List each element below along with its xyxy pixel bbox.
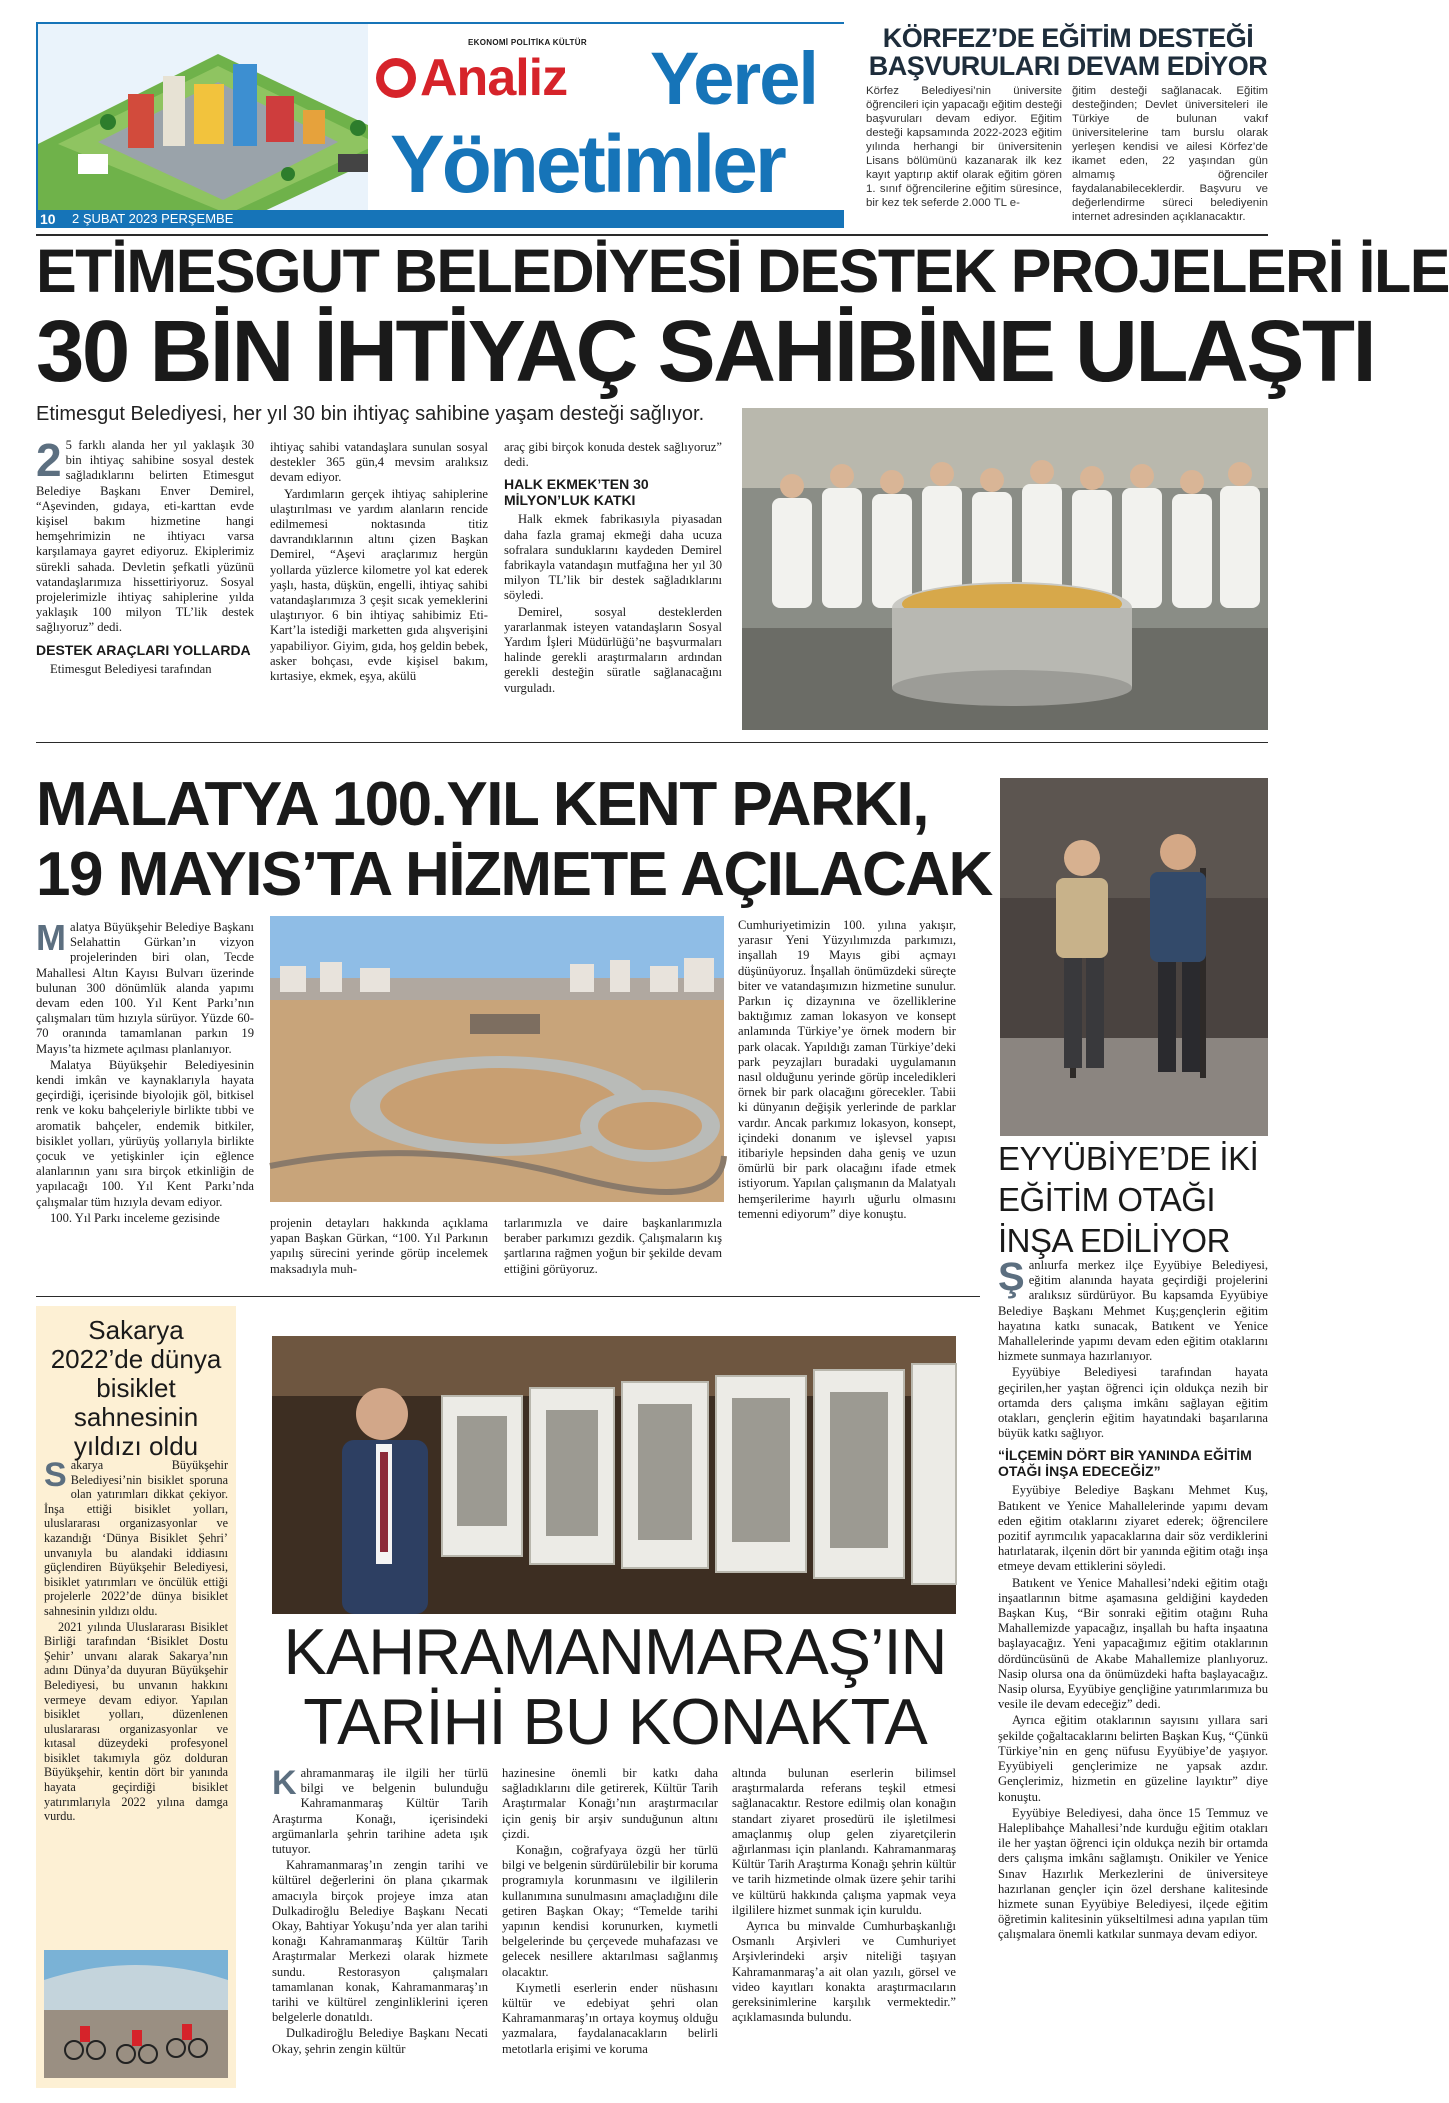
sakarya-p1: akarya Büyükşehir Belediyesi’nin bisiklet sporuna olan yatırımları dikkat çekiyor. İnşa ettiği bisiklet yolları, uluslararası organizasyonlar ve kazandığı ‘Dünya Bisiklet Şehri’ unvanıyla bu alandaki iddiasını güçlendiren Büyükşehir Belediyesi, bisiklet yatırımları ve öncülük ettiği projelerle 2022’de dünya bisiklet sahnesinin yıldızı oldu. — [44, 1458, 228, 1618]
brand-yonetimler: Yönetimler — [390, 119, 784, 210]
eyyubiye-headline: EYYÜBİYE’DE İKİ EĞİTİM OTAĞI İNŞA EDİLİYOR — [998, 1140, 1259, 1259]
eyyubiye-body — [998, 1255, 1268, 1944]
eyyubiye-subhead: “İLÇEMİN DÖRT BİR YANINDA EĞİTİM OTAĞI İNŞA EDECEĞİZ” — [998, 1447, 1252, 1480]
kahramanmaras-dropcap: K — [272, 1764, 297, 1802]
malatya-col-2: projenin detayları hakkında açıklama yapan Başkan Gürkan, “100. Yıl Parkının yapılış sürecini yerinde görüp incelemek maksadıyla muh- — [270, 1216, 488, 1276]
korfez-col-2: ğitim desteği sağlanacak. Eğitim desteğinden; Devlet üniversiteleri ile Türkiye de bulunan vakıf üniversitelerine tam burslu olarak yerleşen kendisi ve ailesi Körfez’de ikamet eden, 22 yaşından gün almamış öğrenciler faydalanabileceklerdir. Başvuru ve değerlendirme süreci belediyenin internet adresinden açıklanacaktır. — [1072, 85, 1268, 223]
kahramanmaras-col1-p2: Kahramanmaraş’ın zengin tarihi ve kültürel değerlerini ön plana çıkarmak amacıyla birçok projeye imza atan Dulkadiroğlu Belediye Başkanı Necati Okay, Bahtiyar Yokuşu’nda yer alan tarihi konağı Kahramanmaraş Kültür Tarih Araştırmalar Merkezi olarak hizmete sundu. Restorasyon çalışmaları tamamlanan konak, Kahramanmaraş’ın tarihi ve kültürel zenginliklerini içeren belgelerle donatıldı. — [272, 1858, 488, 2025]
brand-logo-mark-inner — [384, 66, 408, 90]
malatya-col-4: Cumhuriyetimizin 100. yılına yakışır, yarasır Yeni Yüzyılımızda parkımızı, inşallah 19 Mayıs gibi açmayı düşünüyoruz. İnşallah önümüzdeki süreçte biter ve vatandaşımızın hizmetine sunulur. Parkın iç dizaynına ve özelliklerine baktığımız zaman lokasyon ve konsept anlamında Türkiye’ye örnek modern bir park olacak. Yapıldığı zaman Türkiye’deki park peyzajları buradaki uygulamanın nasıl olduğunu yerinde görüp inceledikleri örnek bir park olacağını görecekler. Tabii ki dünyanın değişik yerlerinde de parklar vardır. Ancak parkımız lokasyon, konsept, içindeki donanım ve işlevsel yapısı itibariyle hepsinden daha geniş ve uzun ömürlü bir park olacağını ifade etmek istiyorum. Yapılan çalışmanın da Malatyalı hemşerilerime hayırlı uğurlu olmasını temenni ediyorum” diye konuştu. — [738, 918, 956, 1221]
sakarya-p2: 2021 yılında Uluslararası Bisiklet Birliği tarafından ‘Bisiklet Dostu Şehir’ unvanı alarak Sakarya’nın adını Dünya’da duyuran Büyükşehir Belediyesi, bu unvanın hakkını vermeye devam ediyor. Yapılan bisiklet yolları, düzenlenen uluslararası organizasyonlar ve kıtasal düzeydeki profesyonel bisiklet takımıyla göz dolduran Büyükşehir, kentin dört bir yanında hayata geçirdiği bisiklet yatırımlarıyla 2022 yılına damga vurdu. — [44, 1619, 228, 1824]
kahramanmaras-col2-p3: Kıymetli eserlerin ender nüshasını kültür ve edebiyat şehri olan Kahramanmaraş’ın ortaya koymuş olduğu yazmalara, faydalanacakların belirli metotlarla erişimi ve koruma — [502, 1980, 718, 2056]
malatya-dropcap: M — [36, 917, 66, 958]
etimesgut-subhead-1: DESTEK ARAÇLARI YOLLARDA — [36, 641, 251, 658]
kahramanmaras-exhibit-photo — [272, 1336, 956, 1614]
malatya-col1-p2: Malatya Büyükşehir Belediyesinin kendi imkân ve kaynaklarıyla hayata geçirdiği, içerisinde biyolojik göl, bitkisel renk ve koku bahçeleriyle birlikte tıbbi ve aromatik bahçeler, endemik bitkiler, bisiklet yolları, yürüyüş yollarıyla birlikte çocuk ve yetişkinler için eğlence alanlarının yanı sıra birçok etkinliğin de yapılacağı 100. Yıl Kent Parkı’nda çalışmalar tüm hızıyla devam ediyor. — [36, 1057, 254, 1209]
malatya-headline-2: 19 MAYIS’TA HİZMETE AÇILACAK — [36, 840, 992, 909]
kahramanmaras-col3-p1: altında bulunan eserlerin bilimsel araştırmalarda referans teşkil etmesi sağlanacaktır. Restore edilmiş olan konağın standart ziyaret prosedürü ile işletilmesi amaçlanmış olup gelen ziyaretçilerin ağırlanması için planlandı. Kahramanmaraş Kültür Tarih Araştırma Konağı şehrin kültür ve tarih hizmetinde olmak üzere şehir tarihi ve kültürü hakkında çalışma yapmak veya ilgililere hizmet sunmak için kuruldu. — [732, 1766, 956, 1917]
etimesgut-deck: Etimesgut Belediyesi, her yıl 30 bin ihtiyaç sahibine yaşam desteği sağlıyor. — [36, 403, 705, 425]
etimesgut-col2-p2: Yardımların gerçek ihtiyaç sahiplerine ulaştırılması ve yardım alanların rencide edilmemesi noktasında titiz davrandıklarının altını çizen Başkan Demirel, “Aşevi araçlarımız hergün yollarda yüzlerce kilometre yol kat ederek yaşlı, hasta, düşkün, engelli, ihtiyaç sahibi vatandaşlarımıza 3 çeşit sıcak yemeklerini ulaştırıyor. 6 bin ihtiyaç sahibimiz Eti-Kart’la istediği marketten gıda alışverişini yapabiliyor. Giyim, gıda, hoş geldin bebek, asker bohçası, evde kişisel bakım, kırtasiye, ekmek, eşya, akülü — [270, 486, 488, 684]
brand-analiz: Analiz — [420, 49, 568, 107]
kahramanmaras-col-2 — [502, 1766, 718, 2058]
issue-date: 2 ŞUBAT 2023 PERŞEMBE — [72, 211, 234, 226]
masthead — [36, 22, 844, 226]
malatya-col-1 — [36, 917, 254, 1227]
eyyubiye-p5: Ayrıca eğitim otaklarının sayısını yıllara sari şekilde çoğaltacaklarını belirten Başkan Kuş, “Çünkü Türkiye’nin en genç nüfusu Eyyübiye’de yaşıyor. Eyyübiyeli gençlerimize ne yapsak azdır. Gençlerimiz, hizmetin en güzeline layıktır” diye konuştu. — [998, 1713, 1268, 1804]
divider — [36, 1296, 980, 1297]
sakarya-headline: Sakarya 2022’de dünya bisiklet sahnesinin yıldızı oldu — [50, 1315, 222, 1461]
etimesgut-col3-p1: araç gibi birçok konuda destek sağlıyoruz” dedi. — [504, 440, 722, 470]
etimesgut-subhead-2: HALK EKMEK’TEN 30 MİLYON’LUK KATKI — [504, 476, 649, 509]
etimesgut-kitchen-photo — [742, 408, 1268, 730]
korfez-headline: KÖRFEZ’DE EĞİTİM DESTEĞİ BAŞVURULARI DEVAM EDİYOR — [868, 23, 1268, 81]
etimesgut-col1-p1: 5 farklı alanda her yıl yaklaşık 30 bin ihtiyaç sahibine sosyal destek sağladıklarını belirten Etimesgut Belediye Başkanı Enver Demirel, “Aşevinden, gıdaya, eti-karttan evde kişisel bakım hizmetine hangi hemşehrimizin ne ihtiyacı varsa karşılamaya gayret ediyoruz. Ekiplerimiz sürekli sahada. Devletin şefkatli yüzünü vatandaşlarımıza hissettiriyoruz. Sosyal projelerimizle ihtiyaç sahiplerine yılda yaklaşık 100 milyon TL’lik destek sağlıyoruz” dedi. — [36, 438, 254, 635]
etimesgut-col3-p3: Demirel, sosyal desteklerden yararlanmak isteyen vatandaşların Sosyal Yardım İşleri Müdürlüğü’ne başvurmaları halinde gerekli araştırmaların ardından gerekli desteğin süratle sağlanacağını vurguladı. — [504, 604, 722, 695]
etimesgut-headline-1: ETİMESGUT BELEDİYESİ DESTEK PROJELERİ İLE — [36, 237, 1449, 305]
kahramanmaras-headline-2: TARİHİ BU KONAKTA — [303, 1685, 927, 1758]
kahramanmaras-col1-p3: Dulkadiroğlu Belediye Başkanı Necati Okay, şehrin zengin kültür — [272, 2026, 488, 2056]
malatya-col-3: tarlarımızla ve daire başkanlarımızla beraber parkımızı gezdik. Çalışmaların kış şartlarına rağmen yoğun bir şekilde devam ettiğini görüyoruz. — [504, 1216, 722, 1276]
malatya-park-photo — [270, 916, 724, 1202]
eyyubiye-p2: Eyyübiye Belediyesi tarafından hayata geçirilen,her yaştan öğrenci için oldukça nezih bir ortamda ders çalışma imkânı sağlayan eğitim otakları, gençlerin eğitim hayatındaki başarılarına büyük katkı sağlıyor. — [998, 1365, 1268, 1441]
etimesgut-col-2 — [270, 440, 488, 685]
eyyubiye-dropcap: Ş — [998, 1255, 1025, 1299]
eyyubiye-p1: anlıurfa merkez ilçe Eyyübiye Belediyesi, eğitim alanında hayata geçirdiği projelerini aralıksız sürdürüyor. Bu kapsamda Eyyübiye Belediye Başkanı Mehmet Kuş;gençlerin eğitim hayatına katkı sunacak, Batıkent ve Yenice Mahallelerinde yapımı devam eden eğitim otaklarını hizmete sunmaya hazırlanıyor. — [998, 1258, 1268, 1364]
etimesgut-col1-p2: Etimesgut Belediyesi tarafından — [50, 661, 212, 676]
eyyubiye-p3: Eyyübiye Belediye Başkanı Mehmet Kuş, Batıkent ve Yenice Mahallelerinde yapımı devam eden eğitim otaklarını ziyaret ederek; öğrencilere pozitif ayrımcılık yapacaklarına dair söz verdiklerini hatırlatarak, ilçenin dört bir yanında eğitim otağı inşa etmeye devam ettiklerini söyledi. — [998, 1483, 1268, 1574]
kahramanmaras-col2-p2: Konağın, coğrafyaya özgü her türlü bilgi ve belgenin sürdürülebilir bir koruma programıyla korunmasını ve ilgililerin kullanımına sunulmasını amaçladığını dile getiren Başkan Okay; “Temelde tarihi yapının kendisi korunurken, kıymetli belgelerinde bu çerçevede muhafazası ve gelecek nesillere aktarılması sağlanmış olacaktır. — [502, 1843, 718, 1979]
eyyubiye-p6: Eyyübiye Belediyesi, daha önce 15 Temmuz ve Haleplibahçe Mahallesi’nde kurduğu eğitim otakları ile her yaştan öğrenci için oldukça nezih bir ortamda ders çalışma imkânı sağlamıştı. Onikiler ve Yenice Sınav Hazırlık Merkezlerini de üniversiteye hazırlanan gençler için özel dershane kalitesinde hizmete sunan Eyyübiye Belediyesi, ilçede eğitim öğretimin kalitesinin yükseltilmesi adına yapılan tüm çalışmalara önemli katkılar sunmaya devam ediyor. — [998, 1805, 1268, 1942]
sakarya-body — [44, 1458, 228, 1825]
kahramanmaras-col1-p1: ahramanmaraş ile ilgili her türlü bilgi ve belgenin bulunduğu Kahramanmaraş Kültür Tarih Araştırma Konağı, içerisindeki argümanlarla şehrin tarihine adeta ışık tutuyor. — [272, 1766, 488, 1857]
kahramanmaras-col2-p1: hazinesine önemli bir katkı daha sağladıklarını dile getirerek, Kültür Tarih Araştırmalar Konağı’nın araştırmacılar için geniş bir arşiv sunduğunun altını çizdi. — [502, 1766, 718, 1841]
malatya-officials-photo — [1000, 778, 1268, 1136]
etimesgut-col2-p1: ihtiyaç sahibi vatandaşlara sunulan sosyal destekler 365 gün,4 mevsim aralıksız devam ediyor. — [270, 440, 488, 485]
etimesgut-col3-p2: Halk ekmek fabrikasıyla piyasadan daha fazla gramaj ekmeği daha ucuza sofralara sunduklarını kaydeden Demirel fabrikayla vatandaşın mutfağına her yıl 30 milyon TL’lik bir destek sağladıklarını söyledi. — [504, 512, 722, 603]
etimesgut-dropcap: 2 — [36, 434, 62, 486]
kahramanmaras-headline-1: KAHRAMANMARAŞ’IN — [283, 1615, 947, 1688]
etimesgut-headline-2: 30 BİN İHTİYAÇ SAHİBİNE ULAŞTI — [36, 303, 1375, 400]
malatya-headline-1: MALATYA 100.YIL KENT PARKI, — [36, 770, 928, 839]
brand-yerel: Yerel — [650, 37, 817, 120]
malatya-col1-p3: 100. Yıl Parkı inceleme gezisinde — [50, 1210, 220, 1225]
masthead-kicker: EKONOMİ POLİTİKA KÜLTÜR — [468, 38, 587, 47]
eyyubiye-p4: Batıkent ve Yenice Mahallesi’ndeki eğitim otağı inşaatlarının bitme aşamasına geldiğini kaydeden Başkan Kuş, “Bir sonraki eğitim otağını Ruha Mahallemizde yapacağız, inşallah bu hafta inşaatına başlayacağız. Yeni yapacağımız eğitim otaklarının dördüncüsünü de Akabe Mahallemize planlıyoruz. Nasip olursa ona da önümüzdeki hafta başlayacağız. Nasip olursa, Eyyübiye gençliğine yatırımlarımıza bu vesile ile devam edeceğiz” dedi. — [998, 1575, 1268, 1712]
sakarya-bicycle-photo — [44, 1950, 228, 2078]
korfez-col-1: Körfez Belediyesi’nin üniversite öğrencileri için yapacağı eğitim desteği başvuruları devam ediyor. Eğitim desteği kapsamında 2022-2023 eğitim yılında herhangi bir üniversitenin Lisans bölümünü kazanarak ilk kez kayıt yaptırıp aktif olarak eğitim gören 1. sınıf öğrencilerine eğitim süresince, bir kez tek seferde 2.000 TL e- — [866, 85, 1062, 209]
kahramanmaras-col-3 — [732, 1766, 956, 2026]
etimesgut-col-3 — [504, 440, 722, 697]
etimesgut-col-1 — [36, 434, 254, 678]
sakarya-dropcap: S — [44, 1456, 67, 1494]
kahramanmaras-col3-p2: Ayrıca bu minvalde Cumhurbaşkanlığı Osmanlı Arşivleri ve Cumhuriyet Arşivlerindeki arşiv niteliği taşıyan Kahramanmaraş’a ait olan yazılı, görsel ve video kayıtları konakta araştırmacıların gereksinimlerine karşılık vermektedir.” açıklamasında bulundu. — [732, 1919, 956, 2025]
page-number: 10 — [40, 211, 56, 227]
kahramanmaras-col-1 — [272, 1766, 488, 2058]
divider — [36, 742, 1268, 743]
malatya-col1-p1: alatya Büyükşehir Belediye Başkanı Selahattin Gürkan’ın vizyon projelerinden biri olan, Tecde Mahallesi Altın Kayısı Bulvarı üzerinde bulunan 300 dönümlük alanda yapımı devam eden 100. Yıl Kent Parkı’nın çalışmaları tüm hızıyla sürüyor. Yüzde 60-70 oranında tamamlanan parkın 19 Mayıs’ta hizmete açılması planlanıyor. — [36, 920, 254, 1056]
